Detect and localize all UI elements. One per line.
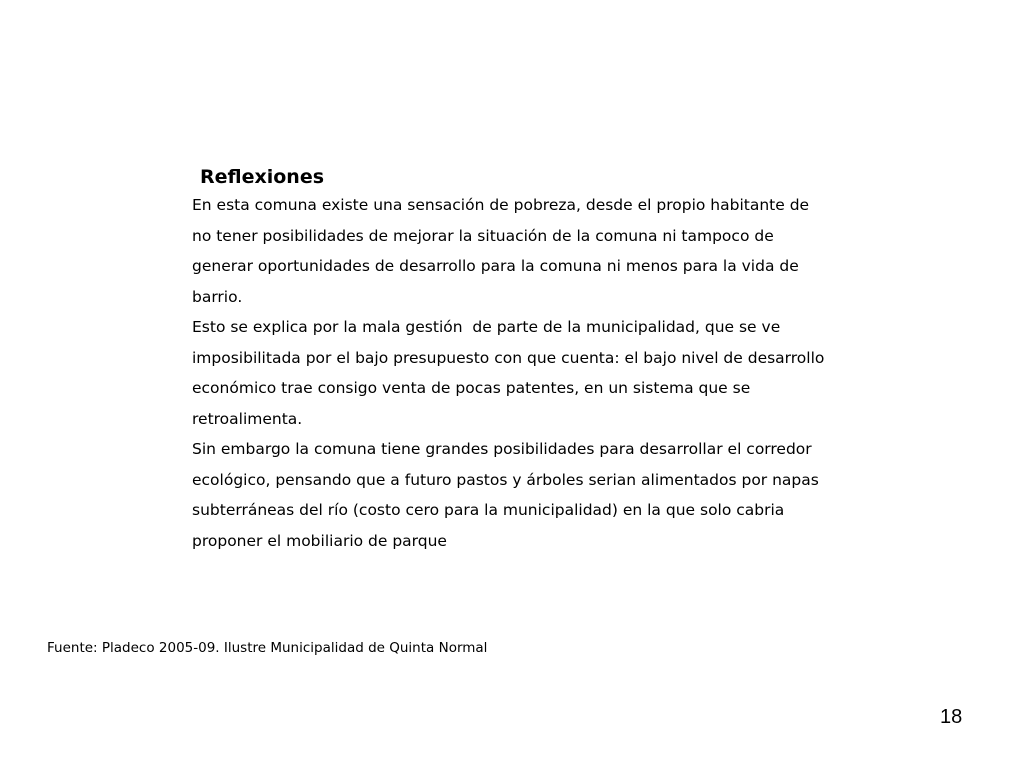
paragraph-line: generar oportunidades de desarrollo para la comuna ni menos para la vida de	[192, 257, 799, 275]
paragraph-line: no tener posibilidades de mejorar la situación de la comuna ni tampoco de	[192, 226, 774, 245]
slide-heading: Reflexiones	[200, 166, 325, 188]
paragraph-line: ecológico, pensando que a futuro pastos y árboles serian alimentados por napas	[192, 470, 819, 489]
paragraph-line: En esta comuna existe una sensación de pobreza, desde el propio habitante de	[192, 196, 810, 214]
reflection-paragraph	[192, 190, 952, 556]
paragraph-line: subterráneas del río (costo cero para la municipalidad) en la que solo cabria	[192, 501, 785, 519]
source-citation: Fuente: Pladeco 2005-09. Ilustre Municipalidad de Quinta Normal	[47, 640, 488, 656]
paragraph-line: retroalimenta.	[192, 409, 303, 428]
paragraph-line: barrio.	[192, 287, 243, 306]
paragraph-line: económico trae consigo venta de pocas patentes, en un sistema que se	[192, 379, 751, 397]
paragraph-line: Esto se explica por la mala gestión de parte de la municipalidad, que se ve	[192, 318, 781, 336]
paragraph-line: imposibilitada por el bajo presupuesto con que cuenta: el bajo nivel de desarrollo	[192, 348, 825, 367]
paragraph-line: proponer el mobiliario de parque	[192, 531, 447, 550]
paragraph-line: Sin embargo la comuna tiene grandes posibilidades para desarrollar el corredor	[192, 440, 812, 458]
page-number: 18	[940, 706, 963, 728]
